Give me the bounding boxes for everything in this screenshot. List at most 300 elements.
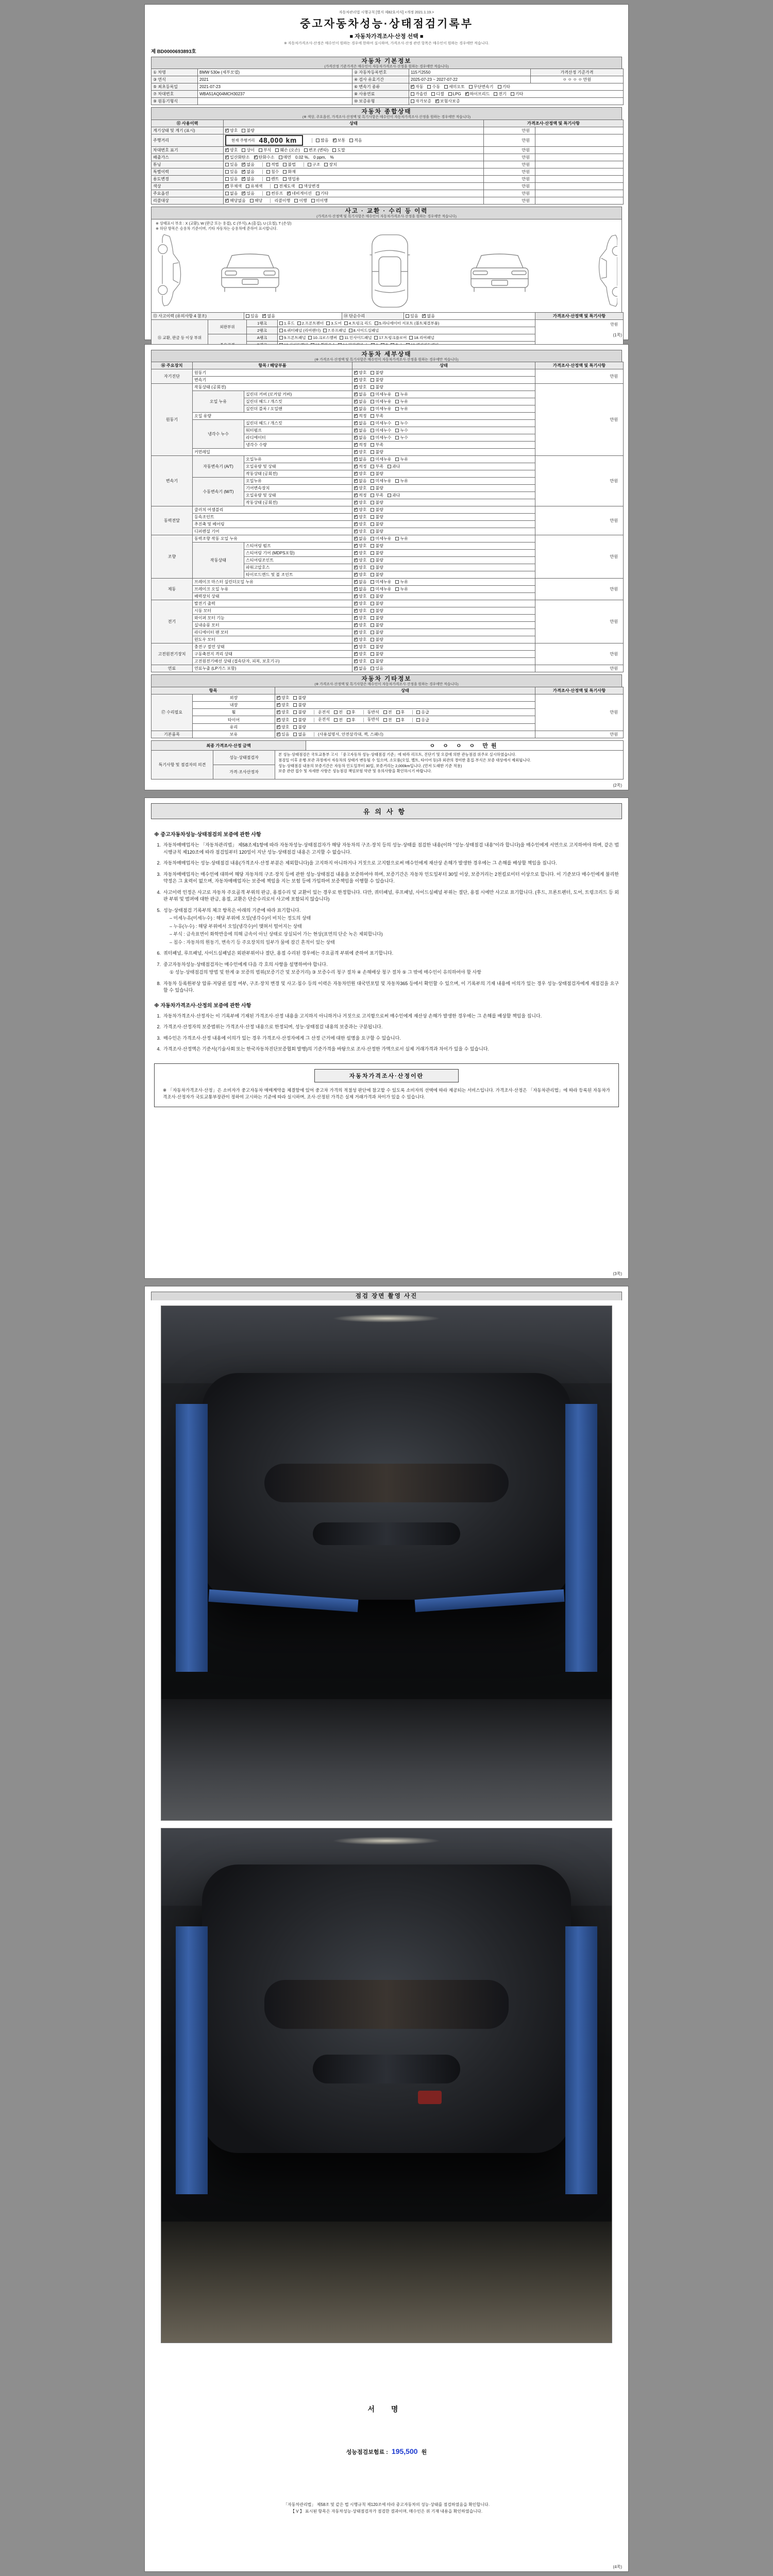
checkbox-checked-없음: [354, 435, 366, 440]
cell: [352, 499, 535, 506]
checkbox-checked-icon: [354, 544, 358, 548]
checkbox-label: 18.리어패널: [414, 335, 434, 341]
checkbox-checked-보험사보증: [435, 98, 460, 104]
checkbox-label: 없음: [230, 191, 238, 196]
car-front-view-icon: [215, 249, 285, 297]
notice-number: 1.: [157, 842, 161, 848]
checkbox-label: 불량: [375, 608, 383, 614]
checkbox-unchecked-불량: [371, 471, 383, 477]
checkbox-checked-양호: [354, 507, 366, 513]
cell: [352, 470, 535, 478]
checkbox-icon: [293, 733, 297, 736]
checkbox-label: 17.트렁크플로어: [379, 335, 407, 341]
cell: A랭크: [247, 334, 278, 342]
text: 0 ppm,: [313, 155, 326, 160]
section-title: 사고 · 교환 · 수리 등 이력: [345, 208, 428, 215]
divider: [270, 184, 271, 189]
form-reference: 자동차관리법 시행규칙 [별지 제82호서식] <개정 2021.1.19.>: [339, 11, 434, 14]
cell: [352, 550, 535, 557]
checkbox-label: 미세누유: [375, 406, 392, 412]
checkbox-unchecked-미세누유: [371, 399, 391, 404]
checkbox-label: 양호: [359, 601, 367, 606]
checkbox-label: 누수: [400, 428, 408, 433]
checkbox-checked-icon: [354, 421, 358, 425]
cell: [224, 161, 484, 168]
checkbox-icon: [383, 710, 387, 714]
checkbox-label: 기타: [515, 92, 524, 97]
checkbox-unchecked-없음: [293, 732, 306, 737]
cell: [352, 543, 535, 550]
cell: 와이퍼 모터 기능: [193, 615, 352, 622]
checkbox-label: 없음: [246, 162, 255, 167]
cell: 배력장치 상태: [193, 593, 352, 600]
cell: [275, 723, 535, 731]
cell: WBA51AQ04MCH30237: [198, 91, 352, 98]
checkbox-label: 양호: [359, 659, 367, 664]
checkbox-icon: [371, 573, 374, 577]
checkbox-checked-icon: [242, 177, 245, 181]
checkbox-icon: [371, 623, 374, 627]
checkbox-label: 자동: [415, 84, 424, 90]
cell: [352, 607, 535, 615]
cell: [535, 175, 624, 182]
cell: [224, 154, 484, 161]
cell: [535, 127, 624, 134]
checkbox-label: 불량: [375, 659, 383, 664]
checkbox-checked-icon: [354, 465, 358, 468]
checkbox-label: 10.크로스멤버: [313, 335, 338, 341]
checkbox-unchecked-미세누유: [371, 478, 391, 484]
checkbox-label: 미세누유: [375, 399, 392, 404]
checkbox-label: 양호: [359, 370, 367, 376]
checkbox-label: 양호: [359, 378, 367, 383]
cell: 등속조인트: [193, 514, 352, 521]
checkbox-icon: [344, 321, 348, 325]
checkbox-checked-icon: [354, 530, 358, 533]
car-diagrams: [156, 232, 617, 310]
checkbox-checked-icon: [354, 457, 358, 461]
cell: [352, 405, 535, 413]
cell: 라디에이터: [244, 434, 352, 442]
checkbox-checked-icon: [354, 414, 358, 418]
column-header: 항목: [152, 687, 275, 694]
checkbox-label: 양호: [359, 594, 367, 599]
checkbox-unchecked-부족: [371, 493, 383, 498]
checkbox-checked-양호: [354, 572, 366, 578]
cell: [404, 313, 535, 320]
checkbox-checked-양호: [354, 543, 366, 549]
checkbox-label: 훼손 (오손): [280, 147, 300, 152]
checkbox-checked-icon: [354, 609, 358, 613]
checkbox-unchecked-불량: [371, 594, 383, 599]
checkbox-unchecked-누유: [395, 586, 408, 592]
section-accident-header: [151, 207, 622, 219]
checkbox-unchecked-전기: [494, 91, 506, 97]
checkbox-icon: [371, 515, 374, 519]
checkbox-label: 과다: [392, 493, 400, 498]
price-option-note: ※ 자동차가격조사·산정은 매수인이 원하는 경우에 한하여 실시하며, 가격조사·산정 관련 항목은 매수인이 원하는 경우에만 적습니다.: [283, 42, 490, 45]
checkbox-icon: [283, 177, 287, 181]
checkbox-unchecked-3.도어: [326, 320, 342, 326]
checkbox-unchecked-있음: [406, 313, 418, 319]
checkbox-label: 불량: [375, 616, 383, 621]
section-title: 자동차 종합상태: [361, 109, 412, 115]
checkbox-icon: [395, 421, 399, 425]
checkbox-checked-icon: [242, 170, 245, 174]
cell: [352, 615, 535, 622]
checkbox-label: 없음: [359, 580, 367, 585]
checkbox-checked-icon: [354, 623, 358, 627]
final-price-value: ㅇ ㅇ ㅇ ㅇ 만원: [306, 741, 624, 751]
checkbox-label: 양호: [359, 450, 367, 455]
cell: 고전원전기배선 상태 (접속단자, 피복, 보호기구): [193, 658, 352, 665]
checkbox-unchecked-자가보증: [411, 98, 431, 104]
checkbox-unchecked-미이행: [311, 198, 328, 204]
checkbox-checked-적정: [354, 493, 366, 498]
checkbox-icon: [225, 177, 229, 181]
checkbox-checked-없음: [354, 428, 366, 433]
checkbox-label: 있음: [230, 176, 238, 181]
checkbox-unchecked-불량: [371, 651, 383, 657]
checkbox-icon: [395, 400, 399, 403]
checkbox-icon: [279, 329, 283, 332]
cell: 2025-07-23 ~ 2027-07-22: [409, 76, 531, 83]
checkbox-label: 있음: [250, 314, 259, 319]
text: (사용설명서, 안전삼각대, 잭, 스패너): [317, 732, 383, 737]
checkbox-label: 세미오토: [448, 84, 465, 90]
cell: [535, 168, 624, 175]
section-note: (가격조사·산정액 및 특기사항은 매수인이 자동차가격조사·산정을 원하는 경우에만 적습니다): [316, 215, 457, 219]
checkbox-checked-icon: [354, 515, 358, 519]
checkbox-unchecked-불량: [293, 717, 306, 723]
checkbox-unchecked-18.리어패널: [409, 335, 434, 341]
checkbox-icon: [266, 192, 270, 195]
checkbox-icon: [308, 163, 311, 166]
checkbox-unchecked-색상변경: [299, 183, 320, 189]
checkbox-checked-적정: [354, 442, 366, 448]
checkbox-unchecked-불량: [293, 695, 306, 701]
checkbox-icon: [371, 465, 374, 468]
checkbox-label: 불량: [375, 544, 383, 549]
notice-item: [154, 907, 619, 914]
checkbox-icon: [371, 652, 374, 656]
cell: 라디에이터 팬 모터: [193, 629, 352, 636]
cell: 2랭크: [247, 327, 278, 334]
checkbox-unchecked-디젤: [431, 91, 444, 97]
cell: ⑮ 교환, 판금 등 이상 부위: [152, 320, 208, 356]
cell: [352, 629, 535, 636]
checkbox-label: 불량: [375, 645, 383, 650]
checkbox-label: 미세누수: [375, 428, 392, 433]
cell: 스티어링조인트: [244, 557, 352, 564]
accident-history-table: [151, 312, 624, 320]
inspector-opinion-table: [151, 750, 624, 779]
checkbox-icon: [371, 537, 374, 540]
checkbox-label: 불법: [288, 162, 296, 167]
checkbox-icon: [347, 718, 350, 722]
checkbox-icon: [416, 718, 420, 722]
checkbox-icon: [371, 558, 374, 562]
checkbox-label: 양호: [230, 147, 238, 152]
checkbox-icon: [511, 92, 514, 96]
checkbox-icon: [246, 184, 249, 188]
car-underbody: [202, 1865, 572, 2153]
notice-item: [154, 1024, 619, 1031]
checkbox-checked-icon: [465, 92, 469, 96]
cell: 오일 유량: [193, 413, 352, 420]
cell: 만원: [535, 579, 624, 600]
cell: 만원: [535, 384, 624, 456]
cell: [352, 391, 535, 398]
checkbox-label: 불량: [375, 572, 383, 578]
cell: [409, 98, 624, 105]
checkbox-unchecked-미세누유: [371, 456, 391, 462]
checkbox-label: 불량: [375, 486, 383, 491]
cell: 가격·조사산정자: [213, 765, 275, 779]
cell: [535, 146, 624, 154]
notice-number: 1.: [157, 1013, 161, 1019]
section-etc-header: [151, 674, 622, 687]
cell: 차대번호 표기: [152, 146, 224, 154]
checkbox-unchecked-11.인사이드패널: [340, 335, 372, 341]
checkbox-checked-탄화수소: [254, 155, 275, 160]
checkbox-label: 7.루프패널: [328, 328, 346, 333]
checkbox-icon: [371, 486, 374, 490]
checkbox-unchecked-후: [396, 709, 405, 715]
checkbox-label: 미세누유: [375, 392, 392, 397]
checkbox-checked-icon: [354, 501, 358, 504]
cell: 고전원전기장치: [152, 643, 193, 665]
checkbox-label: 수동: [432, 84, 440, 90]
cell: [352, 427, 535, 434]
checkbox-checked-icon: [354, 638, 358, 641]
section-note: (※ 가격조사·산정액 및 특기사항은 매수인이 자동차가격조사·산정을 원하는 경우에만 적습니다): [314, 683, 459, 687]
cell: 특기사항 및 점검자의 의견: [152, 751, 213, 779]
checkbox-unchecked-미세누유: [371, 406, 391, 412]
cell: [352, 492, 535, 499]
checkbox-checked-icon: [354, 494, 358, 497]
checkbox-unchecked-이행: [294, 198, 307, 204]
checkbox-checked-있음: [242, 191, 254, 196]
checkbox-unchecked-미세누유: [371, 536, 391, 541]
cell: BMW 530e (세부모델): [198, 69, 352, 76]
cell: 리콜대상: [152, 197, 224, 204]
checkbox-label: 렌트: [271, 176, 279, 181]
divider: [262, 191, 263, 196]
cell: 전기: [152, 600, 193, 643]
price-definition-title: 자동차가격조사·산정이란: [314, 1069, 459, 1082]
checkbox-checked-icon: [354, 645, 358, 649]
cell: 구동축전지 격리 상태: [193, 651, 352, 658]
checkbox-label: 양호: [359, 565, 367, 570]
cell: 변속기: [193, 377, 352, 384]
checkbox-label: 있음: [230, 162, 238, 167]
page-2: [144, 344, 629, 790]
checkbox-checked-양호: [354, 514, 366, 520]
cell: [224, 146, 484, 154]
checkbox-icon: [396, 718, 400, 722]
checkbox-unchecked-불량: [293, 724, 306, 730]
checkbox-unchecked-매연: [279, 155, 291, 160]
checkbox-checked-icon: [225, 148, 229, 152]
checkbox-unchecked-과다: [388, 493, 400, 498]
checkbox-label: 누유: [400, 406, 408, 412]
checkbox-unchecked-있음: [371, 666, 383, 671]
checkbox-icon: [371, 443, 374, 447]
checkbox-label: 불량: [298, 710, 306, 715]
checkbox-checked-양호: [354, 594, 366, 599]
notice-number: 3.: [157, 1035, 161, 1041]
checkbox-label: 불량: [375, 507, 383, 513]
checkbox-icon: [498, 85, 501, 89]
checkbox-checked-양호: [354, 471, 366, 477]
damage-diagram-box: [151, 219, 622, 313]
checkbox-label: 전: [339, 717, 343, 722]
checkbox-icon: [395, 537, 399, 540]
checkbox-label: 없음: [246, 176, 255, 181]
cell: 성능·상태점검자: [213, 751, 275, 765]
checkbox-unchecked-불량: [371, 485, 383, 491]
checkbox-checked-양호: [354, 485, 366, 491]
car-underbody: [202, 1373, 572, 1600]
checkbox-checked-양호: [354, 601, 366, 606]
checkbox-icon: [323, 329, 327, 332]
checkbox-unchecked-없음: [225, 191, 238, 196]
checkbox-icon: [448, 92, 452, 96]
cell: [198, 98, 352, 105]
cell: [535, 154, 624, 161]
cell: [352, 369, 535, 377]
cell: 작동상태 (공회전): [244, 499, 352, 506]
column-header: ⑯ 주요장치: [152, 362, 193, 369]
checkbox-icon: [494, 92, 497, 96]
checkbox-unchecked-미세누수: [371, 420, 391, 426]
checkbox-label: 불량: [375, 623, 383, 628]
checkbox-label: 전체도색: [279, 183, 295, 189]
checkbox-label: 영업용: [288, 176, 300, 181]
cell: [352, 643, 535, 651]
notice-number: 5.: [157, 907, 161, 913]
cell: [535, 190, 624, 197]
checkbox-icon: [375, 321, 378, 325]
checkbox-checked-네비게이션: [287, 191, 312, 196]
checkbox-checked-없음: [262, 313, 275, 319]
checkbox-unchecked-불량: [371, 550, 383, 556]
checkbox-label: 5.라디에이터 서포트 (볼트체결부품): [379, 321, 440, 326]
cell: 오일유량 및 상태: [244, 492, 352, 499]
cell: 원동기: [152, 384, 193, 456]
checkbox-icon: [371, 371, 374, 375]
checkbox-icon: [444, 85, 448, 89]
section-overall-header: [151, 107, 622, 120]
checkbox-label: 없음: [359, 399, 367, 404]
checkbox-checked-icon: [277, 710, 280, 714]
checkbox-checked-양호: [354, 651, 366, 657]
checkbox-label: 상이: [246, 147, 255, 152]
checkbox-unchecked-화재: [283, 169, 295, 175]
cell: [352, 506, 535, 514]
checkbox-checked-없음: [242, 162, 254, 167]
divider: [363, 718, 364, 722]
checkbox-icon: [371, 407, 374, 411]
checkbox-label: 1.후드: [284, 321, 295, 326]
checkbox-icon: [250, 199, 254, 202]
checkbox-label: 매연: [283, 155, 292, 160]
checkbox-unchecked-불량: [371, 565, 383, 570]
notice-number: 7.: [157, 961, 161, 967]
checkbox-icon: [266, 163, 270, 166]
cell: 휠: [193, 708, 275, 716]
checkbox-unchecked-불량: [371, 543, 383, 549]
checkbox-icon: [332, 148, 336, 152]
cell: [352, 579, 535, 586]
section-title: 자동차 기본정보: [361, 58, 412, 64]
checkbox-checked-자동: [411, 84, 423, 90]
checkbox-unchecked-6.쿼터패널 (리어펜더): [279, 328, 321, 333]
section-note: (※ 가격조사·산정액 및 특기사항은 매수인이 자동차가격조사·산정을 원하는 경우에만 적습니다): [314, 358, 459, 362]
checkbox-label: 불량: [375, 450, 383, 455]
cell: [275, 716, 535, 723]
checkbox-icon: [304, 148, 308, 152]
notice-text: 가격조사·산정액은 기준서(기술사회 또는 한국자동차진단보증협회 발행)의 기준가격을 바탕으로 조사·산정한 가액으로서 실제 거래가격과 차이가 있을 수 있습니다.: [163, 1046, 489, 1052]
cell: [224, 127, 484, 134]
checkbox-label: 누수: [400, 435, 408, 440]
checkbox-icon: [406, 314, 409, 318]
checkbox-label: 누유: [400, 457, 408, 462]
checkbox-label: 후: [400, 717, 405, 722]
checkbox-unchecked-변조 (변타): [304, 147, 328, 153]
checkbox-label: 도말: [337, 147, 345, 152]
cell: 변속기: [152, 456, 193, 506]
checkbox-icon: [371, 494, 374, 497]
notices-list-2: [154, 1013, 619, 1053]
checkbox-unchecked-응급: [416, 717, 429, 723]
overall-status-table: [151, 120, 624, 205]
checkbox-checked-없음: [422, 313, 434, 319]
checkbox-label: 4.트렁크 리드: [348, 321, 372, 326]
cell: 실린더 커버 (로커암 커버): [244, 391, 352, 398]
section-photos-header: [151, 1292, 622, 1300]
cell: [352, 442, 535, 449]
notice-item: [154, 860, 619, 867]
cell: 유리: [193, 723, 275, 731]
text: %: [330, 155, 334, 160]
checkbox-icon: [371, 551, 374, 555]
divider: [262, 162, 263, 167]
cell: [352, 571, 535, 579]
checkbox-unchecked-해당: [250, 198, 262, 204]
checkbox-icon: [371, 385, 374, 389]
cell: [409, 91, 624, 98]
cell: [352, 622, 535, 629]
checkbox-icon: [371, 508, 374, 512]
checkbox-label: 3.도어: [331, 321, 342, 326]
checkbox-label: 양호: [359, 471, 367, 477]
cell: [535, 161, 624, 168]
checkbox-checked-icon: [262, 314, 266, 318]
checkbox-unchecked-누유: [395, 399, 408, 404]
checkbox-checked-icon: [354, 429, 358, 432]
checkbox-label: 없음: [267, 314, 275, 319]
cell: [224, 190, 484, 197]
checkbox-unchecked-불량: [242, 128, 254, 133]
cell: 115거2550: [409, 69, 531, 76]
checkbox-label: 전: [339, 710, 343, 715]
cell: ③ 연식: [152, 76, 198, 83]
checkbox-label: 양호: [359, 616, 367, 621]
checkbox-icon: [279, 156, 282, 159]
text: 0.02 %,: [295, 155, 310, 160]
